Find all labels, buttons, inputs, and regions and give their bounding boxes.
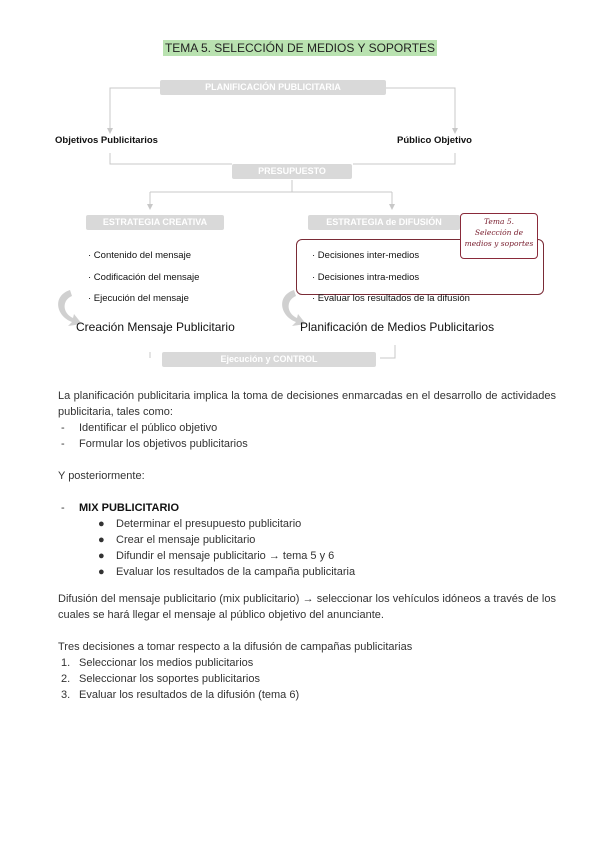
estrategia-difusion-bar: ESTRATEGIA de DIFUSIÓN [308, 215, 460, 230]
paragraph-4: Tres decisiones a tomar respecto a la difusión de campañas publicitarias [58, 641, 413, 653]
planificacion-medios-label: Planificación de Medios Publicitarios [300, 320, 495, 334]
note-tema5: Tema 5. Selección de medios y soportes [460, 213, 538, 259]
page-title: TEMA 5. SELECCIÓN DE MEDIOS Y SOPORTES [164, 41, 436, 55]
presupuesto-bar: PRESUPUESTO [232, 164, 352, 179]
decisions-list [58, 655, 556, 703]
list-item: 2. Seleccionar los soportes publicitarios [61, 673, 260, 685]
list-item: 1. Seleccionar los medios publicitarios [61, 657, 254, 669]
paragraph-1: La planificación publicitaria implica la toma de decisiones enmarcadas en el desarrollo de actividades publicitaria, tales como: [58, 390, 556, 418]
list-item: ● Determinar el presupuesto publicitario [98, 518, 302, 530]
mix-title: - MIX PUBLICITARIO [61, 502, 180, 514]
list-item: 3. Evaluar los resultados de la difusión (tema 6) [61, 689, 300, 701]
list-item: ● Evaluar los resultados de la campaña publicitaria [98, 566, 356, 578]
list-item: ● Crear el mensaje publicitario [98, 534, 256, 546]
list-item: - Identificar el público objetivo [61, 422, 218, 434]
difusion-item: · Decisiones intra-medios [312, 272, 420, 283]
creativa-item: · Contenido del mensaje [88, 250, 191, 261]
difusion-item: · Decisiones inter-medios [312, 250, 420, 261]
creativa-item: · Codificación del mensaje [88, 272, 200, 283]
publico-label: Público Objetivo [397, 135, 472, 146]
paragraph-3: Difusión del mensaje publicitario (mix publicitario) → seleccionar los vehículos idóneos a través de los cuales se hará llegar el mensaje al público objetivo del anunciante. [58, 593, 556, 621]
estrategia-creativa-bar: ESTRATEGIA CREATIVA [86, 215, 224, 230]
objetivos-label: Objetivos Publicitarios [55, 135, 158, 146]
list-item: - Formular los objetivos publicitarios [61, 438, 248, 450]
planificacion-bar: PLANIFICACIÓN PUBLICITARIA [160, 80, 386, 95]
difusion-item: · Evaluar los resultados de la difusión [312, 293, 470, 304]
creativa-item: · Ejecución del mensaje [88, 293, 189, 304]
paragraph-2: Y posteriormente: [58, 470, 145, 482]
objectives-list [58, 420, 556, 452]
ejecucion-bar: Ejecución y CONTROL [162, 352, 376, 367]
creacion-label: Creación Mensaje Publicitario [76, 320, 235, 334]
mix-list [58, 516, 556, 580]
list-item: ● Difundir el mensaje publicitario → tema 5 y 6 [98, 550, 335, 562]
